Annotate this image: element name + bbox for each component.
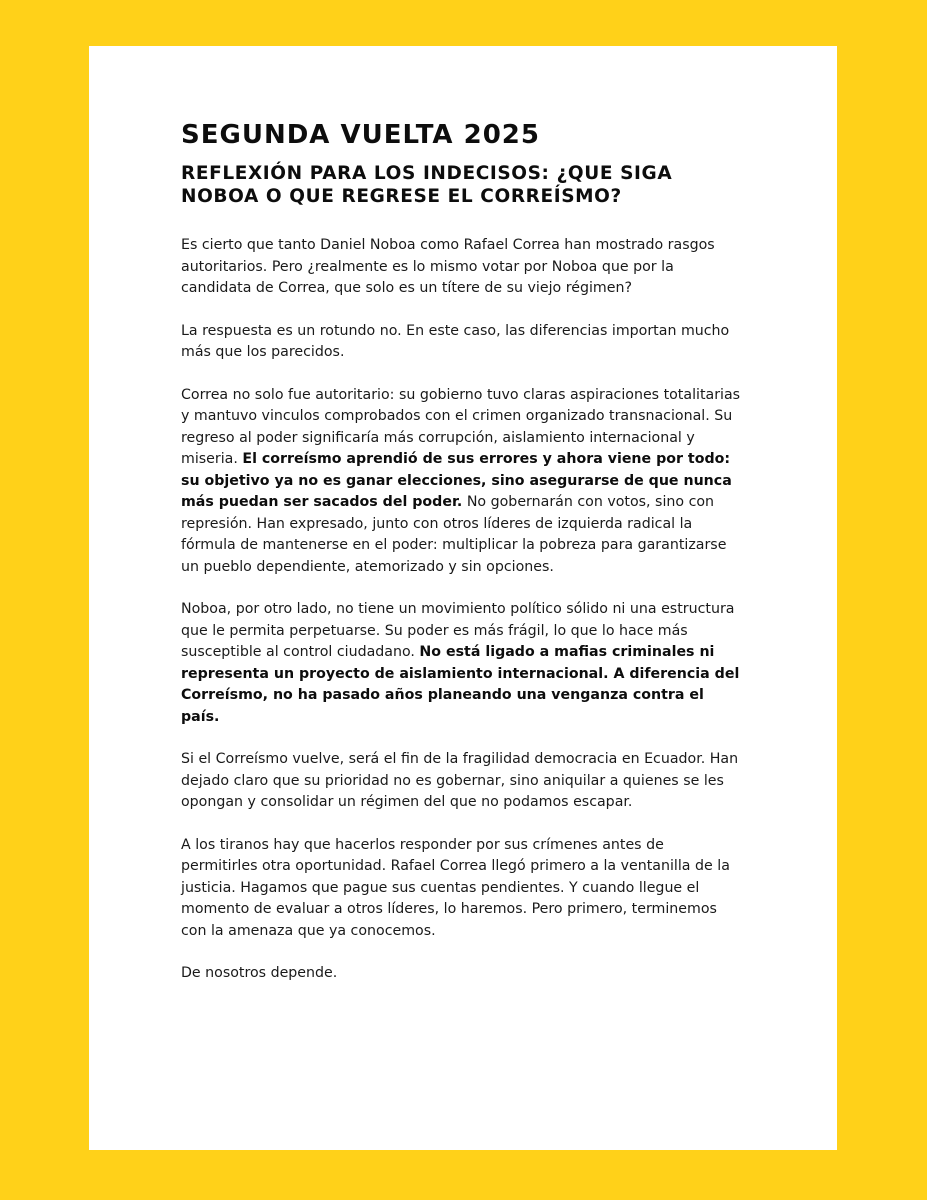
paragraph-3 bbox=[181, 385, 741, 579]
paragraph-6: A los tiranos hay que hacerlos responder por sus crímenes antes de permitirles otra oportunidad. Rafael Correa llegó primero a la ventanilla de la justicia. Hagamos que pague sus cuentas pendientes. Y cuando llegue el momento de evaluar a otros líderes, lo haremos. Pero primero, terminemos con la amenaza que ya conocemos. bbox=[181, 836, 730, 939]
paragraph-4 bbox=[181, 599, 741, 728]
document-page bbox=[89, 46, 837, 1150]
paragraph-3-bold: El correísmo aprendió de sus errores y ahora viene por todo: su objetivo ya no es ganar elecciones, sino asegurarse de que nunca más puedan ser sacados del poder. bbox=[181, 451, 732, 510]
paragraph-2: La respuesta es un rotundo no. En este caso, las diferencias importan mucho más que los parecidos. bbox=[181, 322, 730, 360]
paragraph-4-text-a: Noboa, por otro lado, no tiene un movimiento político sólido ni una estructura que le permita perpetuarse. Su poder es más frágil, lo que lo hace más susceptible al control ciudadano. bbox=[181, 601, 735, 660]
paragraph-5: Si el Correísmo vuelve, será el fin de la fragilidad democracia en Ecuador. Han dejado claro que su prioridad no es gobernar, sino aniquilar a quienes se les opongan y consolidar un régimen del que no podamos escapar. bbox=[181, 751, 739, 810]
document-title: SEGUNDA VUELTA 2025 bbox=[181, 120, 540, 150]
document-body bbox=[181, 235, 741, 985]
paragraph-4-bold: No está ligado a mafias criminales ni representa un proyecto de aislamiento internacional. A diferencia del Correísmo, no ha pasado años planeando una venganza contra el país. bbox=[181, 644, 740, 725]
paragraph-3-text-b: No gobernarán con votos, sino con represión. Han expresado, junto con otros líderes de izquierda radical la fórmula de mantenerse en el poder: multiplicar la pobreza para garantizarse un pueblo dependiente, atemorizado y sin opciones. bbox=[181, 494, 727, 575]
paragraph-7: De nosotros depende. bbox=[181, 965, 338, 981]
paragraph-3-text-a: Correa no solo fue autoritario: su gobierno tuvo claras aspiraciones totalitarias y mantuvo vinculos comprobados con el crimen organizado transnacional. Su regreso al poder significaría más corrupción, aislamiento internacional y miseria. bbox=[181, 386, 741, 467]
paragraph-1: Es cierto que tanto Daniel Noboa como Rafael Correa han mostrado rasgos autoritarios. Pero ¿realmente es lo mismo votar por Noboa que por la candidata de Correa, que solo es un títere de su viejo régimen? bbox=[181, 237, 715, 296]
document-subtitle: REFLEXIÓN PARA LOS INDECISOS: ¿QUE SIGA NOBOA O QUE REGRESE EL CORREÍSMO? bbox=[181, 163, 673, 207]
document-content bbox=[181, 118, 741, 1006]
